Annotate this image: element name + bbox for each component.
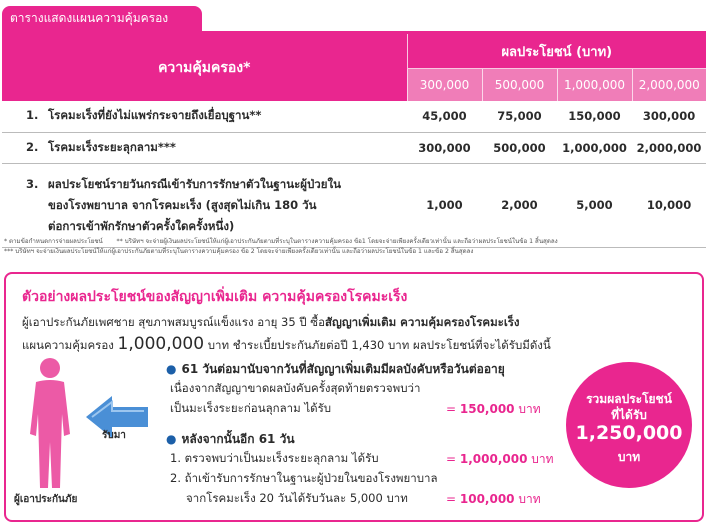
bullet-detail: เนื่องจากสัญญาขาดผลบังคับครั้งสุดท้ายตรวจพบว่า [170,381,421,395]
total-amount: 1,250,000 [575,422,683,444]
total-unit: บาท [617,450,641,464]
row-text: โรคมะเร็งที่ยังไม่แพร่กระจายถึงเยื่อบุฐาน** [48,108,262,123]
row-text-line: ของโรงพยาบาล จากโรคมะเร็ง (สูงสุดไม่เกิน 180 วัน [48,197,317,212]
bullet-dot-icon: ● [166,432,177,446]
row-value: 2,000 [482,163,557,247]
amount-prefix: = [446,492,460,506]
benefit-header: ผลประโยชน์ (บาท) [407,34,706,69]
row-number: 3. [26,176,39,191]
coverage-table [2,34,706,248]
row-text-line [26,174,406,195]
row-label [2,132,407,163]
row-text-line: ต่อการเข้าพักรักษาตัวครั้งใดครั้งหนึ่ง) [48,218,235,233]
intro-text-bold: สัญญาเพิ่มเติม ความคุ้มครองโรคมะเร็ง [325,315,520,329]
example-intro-line [22,314,520,332]
example-intro-line [22,334,551,355]
amount-header: 500,000 [482,69,557,102]
bullet-text: หลังจากนั้นอีก 61 วัน [181,432,295,446]
sum-insured: 1,000,000 [117,334,205,354]
bullet-dot-icon: ● [166,362,177,376]
amount-prefix: = [446,402,460,416]
row-value: 300,000 [407,132,482,163]
section-tab [2,6,202,31]
benefit-amount [446,450,554,469]
person-silhouette-icon [20,354,80,494]
footnote: ** บริษัทฯ จะจ่ายผู้เงินผลประโยชน์ให้แก่ผู้เอาประกันภัยตามที่ระบุในตารางความคุ้มครอง ข้อ1 โดยจะจ่ายเพียงครั้งเดียวเท่านั้น และถือว่าผลประโยชน์ในข้อ 1 สิ้นสุดลง [116,238,558,245]
total-label: ที่ได้รับ [611,408,647,422]
amount-value: 1,000,000 [459,452,528,466]
row-value: 1,000,000 [557,132,632,163]
table-row [2,163,706,247]
bullet-text: 61 วันต่อมานับจากวันที่สัญญาเพิ่มเติมมีผลบังคับหรือวันต่ออายุ [181,362,505,376]
row-value: 500,000 [482,132,557,163]
row-value: 150,000 [557,101,632,132]
amount-unit: บาท [527,452,554,466]
amount-prefix: = [446,452,460,466]
benefit-amount [446,400,541,419]
arrow-label: รับมา [102,430,126,441]
amount-header: 300,000 [407,69,482,102]
intro-text: แผนความคุ้มครอง [22,338,118,352]
amount-header: 1,000,000 [557,69,632,102]
row-text: โรคมะเร็งระยะลุกลาม*** [48,139,176,154]
amount-value: 100,000 [459,492,515,506]
row-value: 300,000 [632,101,706,132]
person-label: ผู้เอาประกันภัย [14,494,78,505]
row-label [2,101,407,132]
bullet-item [166,430,295,449]
intro-text: ผู้เอาประกันภัยเพศชาย สุขภาพสมบูรณ์แข็งแรง อายุ 35 ปี ซื้อ [22,315,326,329]
footnote: * ตามข้อกำหนดการจ่ายผลประโยชน์ [4,238,103,245]
amount-unit: บาท [514,402,541,416]
table-row [2,101,706,132]
amount-header: 2,000,000 [632,69,706,102]
footnote-line: *** บริษัทฯ จะจ่ายเงินผลประโยชน์ให้แก่ผู้เอาประกันภัยตามที่ระบุในตารางความคุ้มครอง ข้อ 2 โดยจะจ่ายเพียงครั้งเดียวเท่านั้น และถือว่าผลประโยชน์ในข้อ 1 และข้อ 2 สิ้นสุดลง [4,248,474,255]
row-value: 5,000 [557,163,632,247]
bullet-detail: จากโรคมะเร็ง 20 วันได้รับวันละ 5,000 บาท [186,491,408,505]
row-value: 75,000 [482,101,557,132]
intro-text: บาท ชำระเบี้ยประกันภัยต่อปี 1,430 บาท ผลประโยชน์ที่จะได้รับมีดังนี้ [204,338,551,352]
row-number: 1. [26,108,39,123]
amount-unit: บาท [514,492,541,506]
bullet-detail: 2. ถ้าเข้ารับการรักษาในฐานะผู้ป่วยในของโรงพยาบาล [170,471,438,485]
row-text: ผลประโยชน์รายวันกรณีเข้ารับการรักษาตัวในฐานะผู้ป่วยใน [48,176,341,191]
example-box [4,272,704,522]
row-value: 45,000 [407,101,482,132]
bullet-detail: 1. ตรวจพบว่าเป็นมะเร็งระยะลุกลาม ได้รับ [170,451,379,465]
total-label: รวมผลประโยชน์ [586,392,672,406]
row-value: 10,000 [632,163,706,247]
benefit-amount [446,490,541,509]
row-value: 1,000 [407,163,482,247]
example-title: ตัวอย่างผลประโยชน์ของสัญญาเพิ่มเติม ความคุ้มครองโรคมะเร็ง [22,289,408,305]
amount-value: 150,000 [459,402,515,416]
table-row [2,132,706,163]
section-tab-label: ตารางแสดงแผนความคุ้มครอง [10,11,169,25]
coverage-header: ความคุ้มครอง* [2,34,407,101]
row-value: 2,000,000 [632,132,706,163]
bullet-detail: เป็นมะเร็งระยะก่อนลุกลาม ได้รับ [170,401,332,415]
footnote-line [4,237,704,247]
total-benefit-badge [566,362,692,488]
footnotes [4,237,704,257]
row-number: 2. [26,139,39,154]
bullet-item [166,360,505,379]
row-label [2,163,407,247]
